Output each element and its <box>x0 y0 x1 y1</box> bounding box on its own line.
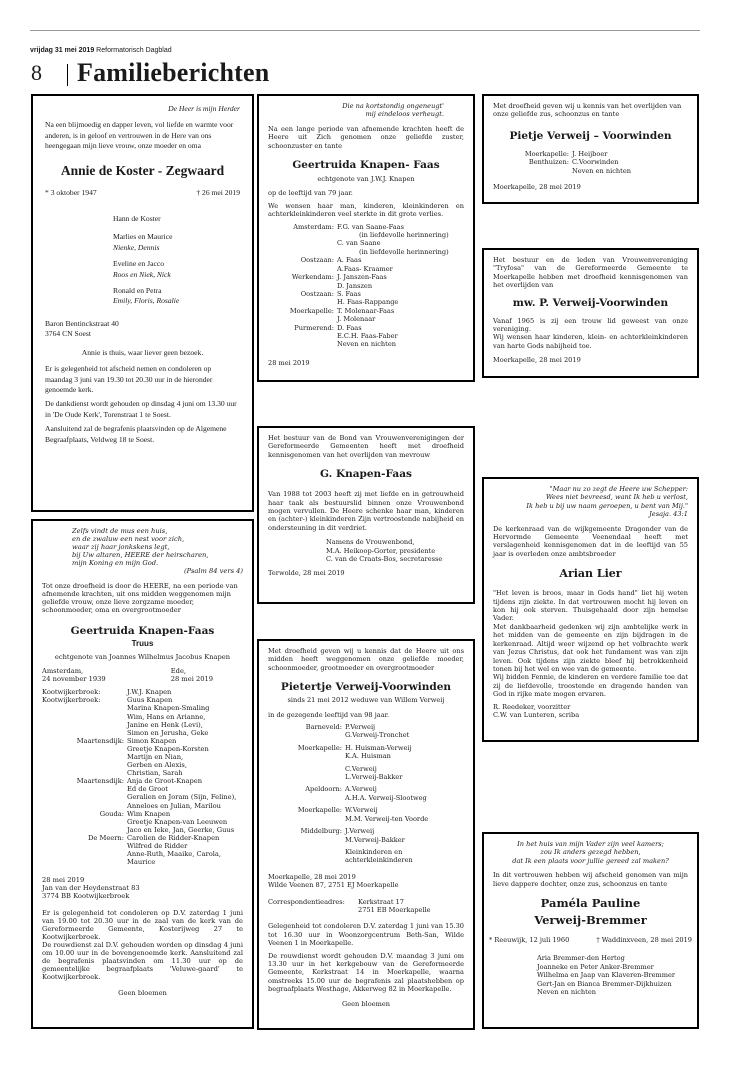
spouse-line: echtgenote van Joannes Wilhelmus Jacobus Knapen <box>54 652 231 661</box>
closing-note: Geen bloemen <box>118 989 167 998</box>
service-info: De dankdienst wordt gehouden op dinsdag 4 juni om 13.30 uur in 'De Oude Kerk', Torenstraat 1 te Soest. <box>45 399 237 419</box>
notice-intro: Het bestuur en de leden van Vrouwenvereniging "Tryfosa" van de Gereformeerde Gemeente te Moerkapelle hebben met droefheid kennisgenomen van het overlijden van <box>493 256 688 290</box>
signature-line: C. van de Craats-Bos, secretaresse <box>326 555 443 564</box>
family-row: Anneloes en Julian, Marilou <box>127 801 221 810</box>
family-entry: Wilhelma en Jaap van Klaveren-Bremmer <box>537 971 676 980</box>
quote-line: mij eindeloos verheugt. <box>365 110 444 119</box>
family-row: Neven en nichten <box>337 340 396 349</box>
family-row: Moerkapelle: H. Huisman-Verweij <box>297 743 412 752</box>
family-entry: Joanneke en Peter Anker-Bremmer <box>537 962 654 971</box>
notice-vrouwenbond <box>257 426 475 604</box>
family-row: Kootwijkerbroek: J.W.J. Knapen <box>42 688 172 697</box>
death-place: Ede, <box>170 667 187 676</box>
address-line: Kerkstraat 17 <box>358 897 404 906</box>
family-row: Maartensdijk: Anja de Groot-Knapen <box>76 777 203 786</box>
family-row: J. Molenaar <box>337 315 376 324</box>
family-row: Anne-Ruth, Maaike, Carola, <box>127 850 222 859</box>
signature-line: M.A. Heikoop-Gorter, presidente <box>326 546 436 555</box>
notice-tryfosa <box>482 248 699 378</box>
birth-date: * Reeuwijk, 12 juli 1960 <box>489 936 570 945</box>
family-entry <box>113 286 240 307</box>
birth-place: Amsterdam, <box>42 667 84 676</box>
family-children: Nienke, Dennis <box>113 242 160 252</box>
deceased-name: Geertruida Knapen- Faas <box>292 159 440 172</box>
family-row: Kleinkinderen en <box>345 847 403 856</box>
family-row: De Meern: Carolien de Ridder-Knapen <box>88 833 220 842</box>
deceased-name: Annie de Koster - Zegwaard <box>60 162 225 178</box>
family-row: Oostzaan: A. Faas <box>300 256 362 265</box>
family-row: Benthuizen: C.Voorwinden <box>528 158 619 167</box>
family-row: Maartensdijk: Simon Knapen <box>76 736 177 745</box>
service-info: De rouwdienst wordt gehouden D.V. maandag 3 juni om 13.30 uur in het kerkgebouw van de Gereformeerde Gemeente, Kerkstraat 14 in Moerkapelle, waarna omstreeks 15.00 uur de begrafenis zal plaatshebben op begraafplaats Westhage, Akkerweg 82 in Moerkapelle. <box>268 951 464 994</box>
family-row: Wim, Hans en Arianne, <box>127 712 206 721</box>
family-entry: Aria Bremmer-den Hertog <box>537 954 625 963</box>
family-row: Moerkapelle: T. Molenaar-Faas <box>289 306 395 315</box>
family-row: Jaco en Ieke, Jan, Geerke, Guus <box>127 825 235 834</box>
correspondence-address <box>268 898 464 915</box>
address-line: 3774 BB Kootwijkerbroek <box>42 892 130 901</box>
deceased-first-names: Paméla Pauline <box>540 896 641 911</box>
deceased-name: Pietje Verweij – Voorwinden <box>509 129 672 142</box>
home-note: Annie is thuis, waar liever geen bezoek. <box>81 347 204 357</box>
signature-line: C.W. van Lunteren, scriba <box>493 710 580 719</box>
signatures <box>326 538 464 563</box>
family-row: Oostzaan: S. Faas <box>300 289 361 298</box>
family-name: Hann de Koster <box>113 214 161 224</box>
deceased-name: Arian Lier <box>559 567 622 581</box>
deceased-nickname: Truus <box>131 638 154 648</box>
signature-line: R. Reedeker, voorzitter <box>493 702 571 711</box>
family-row: Simon en Jerusha, Geke <box>127 728 209 737</box>
life-dates <box>489 936 692 944</box>
family-list <box>268 723 464 865</box>
deceased-name: mw. P. Verweij-Voorwinden <box>512 296 669 309</box>
notice-geertruida-knapen-siblings <box>257 94 475 382</box>
quote-line: Die na kortstondig ongeneugt' <box>342 102 444 110</box>
family-name: Marlies en Maurice <box>113 232 173 242</box>
quote-line: In het huis van mijn Vader zijn veel kamers; <box>517 840 664 848</box>
notice-date: Moerkapelle, 28 mei 2019 <box>493 183 581 192</box>
family-row: Moerkapelle: W.Verweij <box>297 806 378 815</box>
family-list <box>503 150 688 175</box>
address-line: 3764 CN Soest <box>45 329 91 339</box>
family-row: M.M. Verweij-ten Voorde <box>345 814 429 823</box>
family-row: Christian, Sarah <box>127 769 183 778</box>
family-row: Barneveld: P.Verweij <box>305 723 376 732</box>
notice-intro: Met droefheid geven wij u kennis dat de Heere uit ons midden heeft weggenomen onze geliefde moeder, schoonmoeder, grootmoeder en overgrootmoeder <box>268 647 464 672</box>
death-date: † Waddinxveen, 28 mei 2019 <box>596 936 692 945</box>
quote-line: zou Ik anders gezegd hebben, <box>540 848 641 857</box>
signature-line: Namens de Vrouwenbond, <box>326 538 415 547</box>
notice-quote <box>268 102 444 119</box>
family-row: (in liefdevolle herinnering) <box>359 247 449 256</box>
age-line: op de leeftijd van 79 jaar. <box>268 189 353 198</box>
family-entry <box>113 232 240 253</box>
family-entry: Gert-Jan en Bianca Bremmer-Dijkhuizen <box>537 979 672 988</box>
family-row: Geralien en Joram (Sijn, Feline), <box>127 793 237 802</box>
family-list <box>537 954 688 996</box>
family-row: Gouda: Wim Knapen <box>99 809 171 818</box>
deceased-name: Pietertje Verweij-Voorwinden <box>280 681 452 694</box>
notice-intro: Tot onze droefheid is door de HEERE, na een periode van afnemende krachten, uit ons midden weggenomen mijn geliefde vrouw, onze lieve zorgzame moeder, schoonmoeder, oma en overgrootmoeder <box>42 581 238 614</box>
family-row: Purmerend: D. Faas <box>294 323 362 332</box>
wish-line: We wensen haar man, kinderen, kleinkinderen en achterkleinkinderen veel sterkte in dit grote verlies. <box>268 201 464 219</box>
notice-intro: In dit vertrouwen hebben wij afscheid genomen van mijn lieve dappere dochter, onze zus, schoonzus en tante <box>493 871 688 888</box>
family-row: A.Faas- Kraamer <box>337 264 393 273</box>
family-row: Ed de Groot <box>127 785 168 794</box>
notice-intro: De kerkenraad van de wijkgemeente Dragonder van de Hervormde Gemeente Veenendaal heeft met verslagenheid kennisgenomen dat in de leeftijd van 55 jaar is overleden onze ambtsbroeder <box>493 524 688 558</box>
quote-line: Zelfs vindt de mus een huis, <box>72 527 168 535</box>
age-line: in de gezegende leeftijd van 98 jaar. <box>268 710 390 719</box>
quote-line: bij Uw altaren, HEERE der heirscharen, <box>72 551 209 560</box>
condolence-info: Er is gelegenheid tot condoleren op D.V. zaterdag 1 juni van 19.00 tot 20.30 uur in de zaal van de kerk van de Gereformeerde Gemeente, Kosterijweg 27 te Kootwijkerbroek. <box>42 908 243 941</box>
family-row: Janine en Henk (Levi), <box>127 720 203 729</box>
notice-date: Moerkapelle, 28 mei 2019 <box>268 872 356 881</box>
notice-intro: Na een blijmoedig en dapper leven, vol liefde en warmte voor anderen, is in geloof en vertrouwen in de Here van ons heengegaan mijn lieve vrouw, onze moeder en oma <box>45 120 234 151</box>
family-list <box>42 688 243 866</box>
notice-date: 28 mei 2019 <box>42 876 85 885</box>
family-row: C. van Saane <box>337 239 381 248</box>
membership-line: Vanaf 1965 is zij een trouw lid geweest van onze vereniging. <box>493 316 688 334</box>
header-separator <box>67 64 68 86</box>
quote-line: "Maar nu zo zegt de Heere uw Schepper: <box>549 485 688 493</box>
family-row: Gerben en Alexis, <box>127 761 187 770</box>
family-row: Greetje Knapen-van Leeuwen <box>127 817 228 826</box>
top-rule <box>30 30 700 31</box>
condolence-info: Er is gelegenheid tot afscheid nemen en condoleren op maandag 3 juni van 19.30 tot 20.30 uur in de hieronder genoemde kerk. <box>45 364 213 394</box>
condolence-info: Gelegenheid tot condoleren D.V. zaterdag 1 juni van 15.30 tot 16.30 uur in Woonzorgcentrum Beth-San, Wilde Veenen 1 in Moerkapelle. <box>268 922 464 948</box>
service-info: De rouwdienst zal D.V. gehouden worden op dinsdag 4 juni om 10.00 uur in de bovengenoemde kerk. Aansluitend zal de begrafenis plaatsvinden om 11.30 uur op de gemeentelijke begraafplaats 'Veluwe-gaard' te Kootwijkerbroek. <box>42 940 243 982</box>
wish-line: Wij wensen haar kinderen, klein- en achterkleinkinderen van harte Gods nabijheid toe. <box>493 333 688 350</box>
notice-quote: De Heer is mijn Herder <box>168 104 240 113</box>
address-line: Baron Bentinckstraat 40 <box>45 318 119 328</box>
notice-intro: Het bestuur van de Bond van Vrouwenverenigingen der Gereformeerde Gemeenten heeft met droefheid kennisgenomen van het overlijden van mevrouw <box>268 434 464 459</box>
notice-date: Moerkapelle, 28 mei 2019 <box>493 356 581 365</box>
closing-note: Geen bloemen <box>341 999 391 1008</box>
correspondence-label: Correspondentieadres: <box>268 897 345 906</box>
family-children: Roos en Niek, Nick <box>113 269 171 279</box>
deceased-name: Geertruida Knapen-Faas <box>70 624 215 637</box>
family-name: Eveline en Jacco <box>113 259 165 269</box>
family-row: Martijn en Nian, <box>127 752 184 761</box>
notice-quote <box>72 527 243 576</box>
notice-body: Van 1988 tot 2003 heeft zij met liefde en in getrouwheid haar taak als bestuurslid binnen onze Vrouwenbond mogen vervullen. De Heere schenke haar man, kinderen en (achter-) kleinkinderen Zijn vertroostende nabijheid en ondersteuning in dit verdriet. <box>268 490 464 532</box>
prayer: Wij bidden Fennie, de kinderen en verdere familie toe dat zij de liefdevolle, troostende en dragende handen van God in rijke mate mogen ervaren. <box>493 673 688 699</box>
notice-intro: Na een lange periode van afnemende krachten heeft de Heere uit Zich genomen onze geliefde zuster, schoonzuster en tante <box>268 124 464 150</box>
header-date: vrijdag 31 mei 2019 <box>30 47 95 54</box>
quote-line: mijn Koning en mijn God. <box>72 559 159 568</box>
family-row: Moerkapelle: J. Heijboer <box>524 149 608 158</box>
address-line: Jan van der Heydenstraat 83 <box>42 884 140 893</box>
page-number: 8 <box>31 60 42 85</box>
quote-line: Wees niet bevreesd, want Ik heb u verlost, <box>545 493 688 502</box>
quote-reference: Jesaja. 43:1 <box>649 510 688 519</box>
remembrance: Met dankbaarheid gedenken wij zijn ambtelijke werk in het midden van de gemeente en zijn bijdragen in de kerkenraad. Altijd weer wijzend op het volbrachte werk van Jezus Christus, dat ook het fundament was van zijn leven. Ook tijdens zijn ziekte bleef hij betrokkenheid tonen bij het wel en wee van de gemeente. <box>493 622 688 673</box>
notice-annie-de-koster <box>31 94 254 512</box>
family-name: Ronald en Petra <box>113 286 162 296</box>
quote-line: dat Ik een plaats voor jullie gereed zal maken? <box>512 856 669 865</box>
quote-line: waar zij haar jonkskens legt, <box>72 543 170 552</box>
address <box>45 319 240 340</box>
family-row: Apeldoorn: A.Verweij <box>305 785 377 794</box>
address-line: 2751 EB Moerkapelle <box>358 905 431 914</box>
family-entry: Neven en nichten <box>537 988 596 997</box>
notice-date: 28 mei 2019 <box>268 358 310 367</box>
quote-line: Ik heb u bij uw naam geroepen, u bent van Mij." <box>526 501 688 510</box>
family-row: M.Verweij-Bakker <box>345 835 405 844</box>
death-date: † 26 mei 2019 <box>196 187 240 197</box>
deceased-surname: Verweij-Bremmer <box>534 913 647 928</box>
birth-date: * 3 oktober 1947 <box>45 187 97 197</box>
header-paper: Reformatorisch Dagblad <box>96 47 172 54</box>
notice-intro: Met droefheid geven wij u kennis van het overlijden van onze geliefde zus, schoonzus en tante <box>493 102 682 119</box>
notice-date: Terwolde, 28 mei 2019 <box>268 569 345 578</box>
date-address <box>268 873 464 890</box>
signatures <box>493 703 688 720</box>
family-row: A.H.A. Verweij-Slootweg <box>345 793 427 802</box>
date-address <box>42 876 243 900</box>
birth-date: 24 november 1939 <box>42 675 106 684</box>
quote-line: en de zwaluw een nest voor zich, <box>72 535 185 544</box>
family-row: Marina Knapen-Smaling <box>127 704 210 713</box>
family-row: Greetje Knapen-Korsten <box>127 744 209 753</box>
family-row: Maurice <box>127 858 156 867</box>
notice-geertruida-knapen-family <box>31 519 254 1029</box>
life-dates <box>45 188 240 198</box>
family-list <box>268 223 464 349</box>
family-row: L.Verweij-Bakker <box>345 773 403 782</box>
family-row: Werkendam: J. Janszen-Faas <box>291 273 387 282</box>
notice-pietertje-verweij <box>257 639 475 1030</box>
family-row: K.A. Huisman <box>345 752 391 761</box>
notice-arian-lier <box>482 477 699 742</box>
spouse-line: echtgenote van J.W.J. Knapen <box>317 175 415 184</box>
family-row: Kootwijkerbroek: Guus Knapen <box>42 696 173 705</box>
quote-life: "Het leven is broos, maar in Gods hand" liet hij weten tijdens zijn ziekte. In dat vertrouwen mocht hij leven en kon hij ook sterven. Thuisgehaald door zijn hemelse Vader. <box>493 589 688 623</box>
notice-quote <box>493 840 688 865</box>
family-children: Emily, Floris, Rosalie <box>113 296 180 306</box>
family-row: H. Faas-Rappange <box>337 298 399 307</box>
family-row: achterkleinkinderen <box>345 856 413 865</box>
header-line <box>30 47 172 54</box>
family-list <box>113 214 240 307</box>
address-line: Wilde Veenen 87, 2751 EJ Moerkapelle <box>268 881 399 890</box>
life-dates <box>42 667 243 683</box>
family-row: Neven en nichten <box>572 166 631 175</box>
widow-line: sinds 21 mei 2012 weduwe van Willem Verweij <box>287 696 445 705</box>
family-row: Middelburg: J.Verweij <box>300 827 375 836</box>
family-row: C.Verweij <box>345 764 377 773</box>
notice-quote <box>493 485 688 519</box>
death-date: 28 mei 2019 <box>170 675 213 684</box>
quote-reference: (Psalm 84 vers 4) <box>184 567 243 576</box>
family-row: Wilfred de Ridder <box>127 842 188 850</box>
family-row: (in liefdevolle herinnering) <box>359 231 449 240</box>
deceased-name: G. Knapen-Faas <box>320 468 412 481</box>
notice-pamela-verweij-bremmer <box>482 832 699 1029</box>
burial-info: Aansluitend zal de begrafenis plaatsvinden op de Algemene Begraafplaats, Veldweg 18 te Soest. <box>45 424 227 444</box>
section-title: Familieberichten <box>77 58 270 87</box>
family-row: D. Janszen <box>337 281 373 290</box>
family-row: Amsterdam: F.G. van Saane-Faas <box>293 222 404 231</box>
family-row: G.Verweij-Tronchet <box>345 731 410 740</box>
notice-pietje-verweij <box>482 94 699 204</box>
family-row: E.C.H. Faas-Faber <box>337 331 398 340</box>
family-entry <box>113 214 240 224</box>
family-entry <box>113 259 240 280</box>
